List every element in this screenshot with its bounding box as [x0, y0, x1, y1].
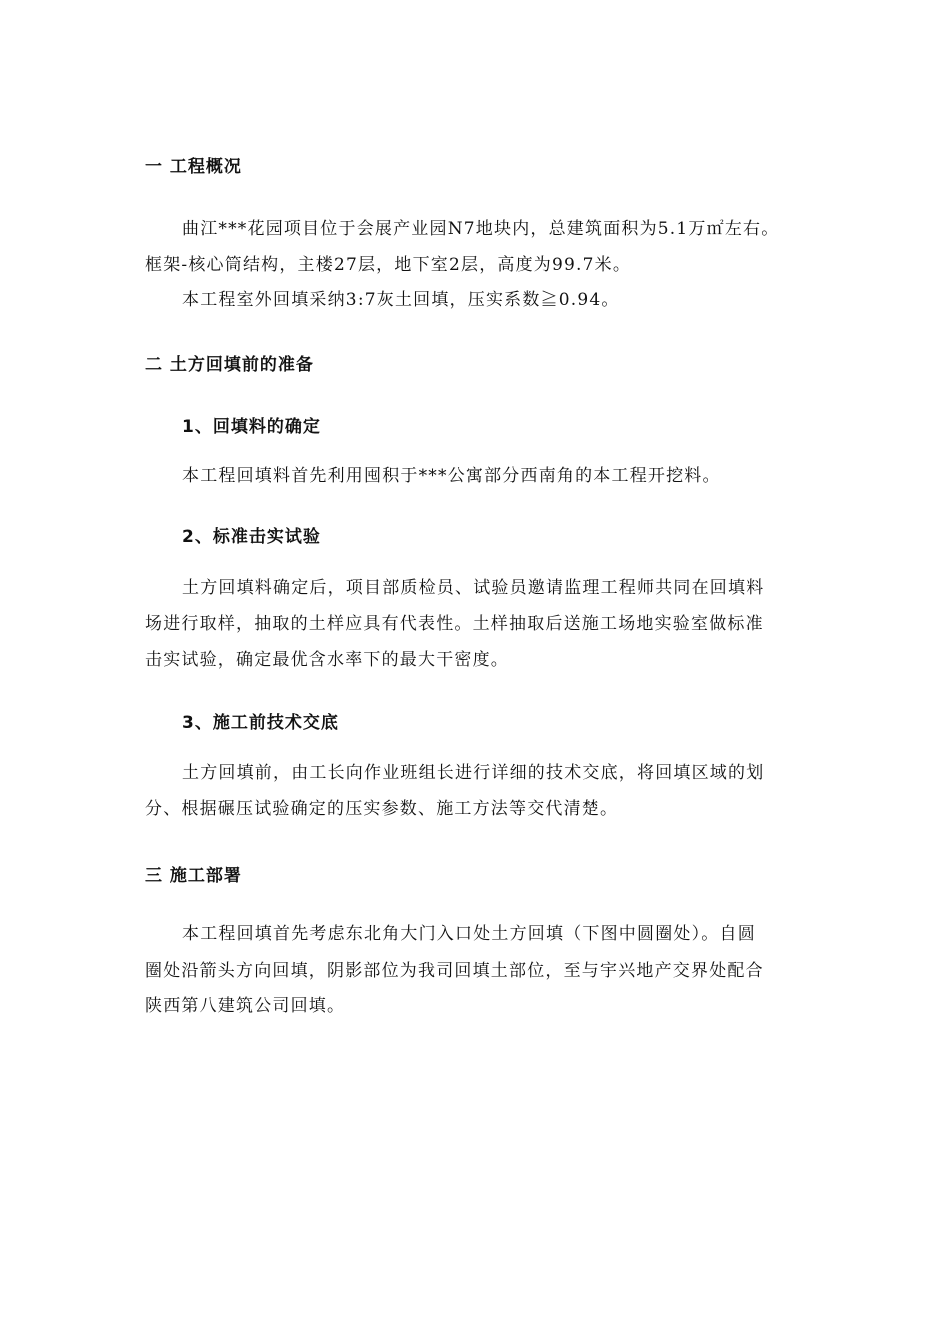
- paragraph-line: 圈处沿箭头方向回填，阴影部位为我司回填土部位，至与宇兴地产交界处配合: [145, 961, 764, 981]
- paragraph-line: 土方回填料确定后，项目部质检员、试验员邀请监理工程师共同在回填料: [182, 578, 765, 598]
- paragraph-line: 陕西第八建筑公司回填。: [145, 996, 346, 1016]
- paragraph-line: 土方回填前，由工长向作业班组长进行详细的技术交底，将回填区域的划: [182, 763, 765, 783]
- section-heading-deployment: 三 施工部署: [145, 866, 242, 886]
- paragraph-line: 曲江***花园项目位于会展产业园N7地块内，总建筑面积为5.1万㎡左右。: [182, 219, 780, 239]
- paragraph-line: 场进行取样，抽取的土样应具有代表性。土样抽取后送施工场地实验室做标准: [145, 614, 764, 634]
- subsection-heading-compaction-test: 2、标准击实试验: [182, 527, 321, 547]
- paragraph-line: 本工程室外回填采纳3:7灰土回填，压实系数≧0.94。: [182, 290, 620, 310]
- subsection-heading-tech-briefing: 3、施工前技术交底: [182, 713, 339, 733]
- paragraph-line: 分、根据碾压试验确定的压实参数、施工方法等交代清楚。: [145, 799, 619, 819]
- paragraph-line: 击实试验，确定最优含水率下的最大干密度。: [145, 650, 509, 670]
- paragraph-line: 框架-核心筒结构，主楼27层，地下室2层，高度为99.7米。: [145, 255, 632, 275]
- paragraph-line: 本工程回填料首先利用囤积于***公寓部分西南角的本工程开挖料。: [182, 466, 721, 486]
- section-heading-overview: 一 工程概况: [145, 157, 242, 177]
- section-heading-preparation: 二 土方回填前的准备: [145, 355, 314, 375]
- subsection-heading-fill-material: 1、回填料的确定: [182, 417, 321, 437]
- paragraph-line: 本工程回填首先考虑东北角大门入口处土方回填（下图中圆圈处）。自圆: [182, 924, 756, 944]
